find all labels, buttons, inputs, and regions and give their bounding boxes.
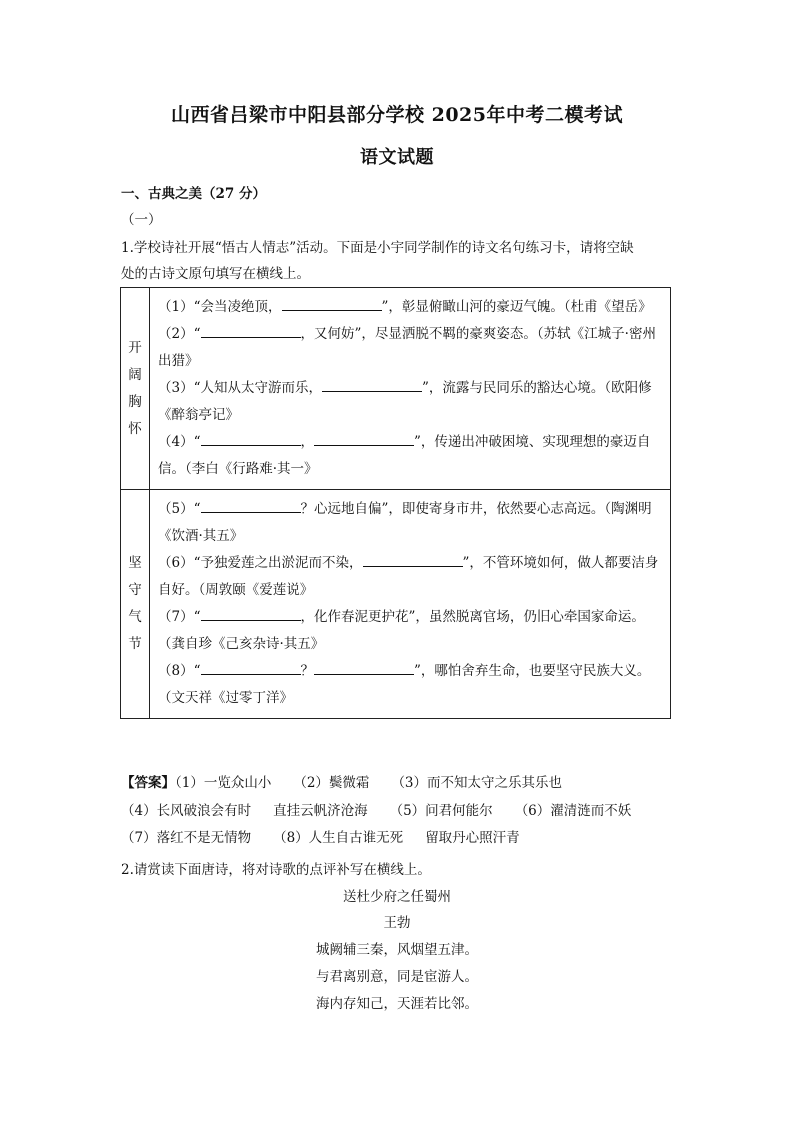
answer-blank[interactable]	[201, 431, 301, 446]
item-text: ，化作春泥更护花”，虽然脱离官场，仍旧心牵国家命运。（龚自珍《己亥杂诗·其五》	[158, 609, 645, 652]
category-char: 气	[128, 609, 142, 625]
category-char: 开	[128, 339, 142, 356]
category-cell	[121, 490, 150, 719]
item-text: （4）“	[158, 434, 201, 450]
answer-blank[interactable]	[201, 660, 301, 675]
category-char: 坚	[128, 555, 142, 571]
items-cell	[150, 490, 671, 719]
fill-item-8	[158, 658, 664, 712]
category-char: 怀	[128, 420, 142, 437]
question-1-prompt-line2: 处的古诗文原句填写在横线上。	[121, 266, 310, 282]
question-2-prompt: 2.请赏读下面唐诗，将对诗歌的点评补写在横线上。	[121, 862, 431, 878]
subsection-label: （一）	[121, 212, 162, 228]
item-text: （8）“	[158, 663, 201, 679]
answer-part: （8）人生自古谁无死	[273, 830, 404, 846]
answer-part: 直挂云帆济沧海	[273, 802, 368, 819]
answer-part: （6）濯清涟而不妖	[514, 802, 632, 819]
question-1-prompt-line1: 1.学校诗社开展“悟古人情志”活动。下面是小宇同学制作的诗文名句练习卡，请将空缺	[121, 240, 634, 256]
poem-line: 与君离别意，同是宦游人。	[316, 969, 478, 985]
answer-part: （2）鬓微霜	[293, 775, 370, 791]
item-text: （7）“	[158, 609, 201, 625]
answer-blank[interactable]	[363, 552, 463, 567]
answer-blank[interactable]	[314, 431, 414, 446]
answer-blank[interactable]	[322, 377, 422, 392]
item-text: ”，传递出冲破困境、实现理想的豪迈自信。（李白《行路难·其一》	[158, 434, 651, 477]
poem-author: 王勃	[383, 915, 411, 931]
answer-blank[interactable]	[201, 498, 301, 513]
fill-item-1	[158, 294, 664, 321]
poem-line: 城阙辅三秦，风烟望五津。	[316, 942, 478, 958]
item-text: ，又何妨”，尽显洒脱不羁的豪爽姿态。（苏轼《江城子·密州出猎》	[158, 326, 656, 369]
item-text: （6）“予独爱莲之出淤泥而不染，	[158, 555, 363, 571]
items-cell	[150, 288, 671, 490]
category-char: 胸	[128, 393, 142, 410]
fill-item-7	[158, 604, 664, 658]
item-text: （3）“人知从太守游而乐，	[158, 380, 322, 396]
item-text: （5）“	[158, 501, 201, 517]
item-text: ”，流露与民同乐的豁达心境。（欧阳修《醉翁亭记》	[158, 380, 652, 423]
item-text: （2）“	[158, 326, 201, 342]
group-row	[121, 490, 671, 719]
category-char: 节	[128, 636, 142, 652]
answer-blank[interactable]	[314, 660, 414, 675]
exam-subtitle: 语文试题	[360, 147, 434, 168]
answer-blank[interactable]	[282, 296, 382, 311]
answer-part: （5）问君何能尔	[389, 802, 493, 819]
item-text: ”，不管环境如何，做人都要洁身自好。（周敦颐《爱莲说》	[158, 555, 659, 598]
item-text: ？心远地自偏”，即使寄身市井，依然要心志高远。（陶渊明《饮酒·其五》	[158, 501, 652, 544]
item-text: ？	[300, 663, 314, 679]
exam-title: 山西省吕梁市中阳县部分学校 2025年中考二模考试	[171, 104, 623, 126]
section-heading: 一、古典之美（27 分）	[121, 186, 266, 202]
category-char: 阔	[128, 366, 142, 383]
fill-item-5	[158, 496, 664, 550]
group-row	[121, 288, 671, 490]
item-text: （1）“会当凌绝顶，	[158, 299, 282, 315]
answer-blank[interactable]	[201, 606, 301, 621]
item-text: ，	[300, 434, 314, 450]
answer-part: （7）落红不是无情物	[121, 830, 252, 846]
fill-item-2	[158, 321, 664, 375]
item-text: ”，哪怕舍弃生命，也要坚守民族大义。（文天祥《过零丁洋》	[158, 663, 651, 706]
category-char: 守	[128, 582, 142, 598]
fill-item-4	[158, 429, 664, 483]
answer-label: 【答案】	[121, 775, 175, 791]
answer-part: 留取丹心照汗青	[425, 830, 520, 846]
poem-line: 海内存知己，天涯若比邻。	[316, 996, 478, 1012]
answer-part: （3）而不知太守之乐其乐也	[391, 775, 563, 791]
category-cell	[121, 288, 150, 490]
answer-part: （4）长风破浪会有时	[121, 802, 252, 819]
answer-part: （1）一览众山小	[175, 775, 272, 791]
answer-blank[interactable]	[201, 323, 301, 338]
poem-title: 送杜少府之任蜀州	[343, 889, 451, 905]
fill-item-3	[158, 375, 664, 429]
practice-card-table	[120, 287, 671, 719]
answer-block	[121, 770, 675, 853]
fill-item-6	[158, 550, 664, 604]
item-text: ”，彰显俯瞰山河的豪迈气魄。（杜甫《望岳》	[381, 299, 652, 315]
